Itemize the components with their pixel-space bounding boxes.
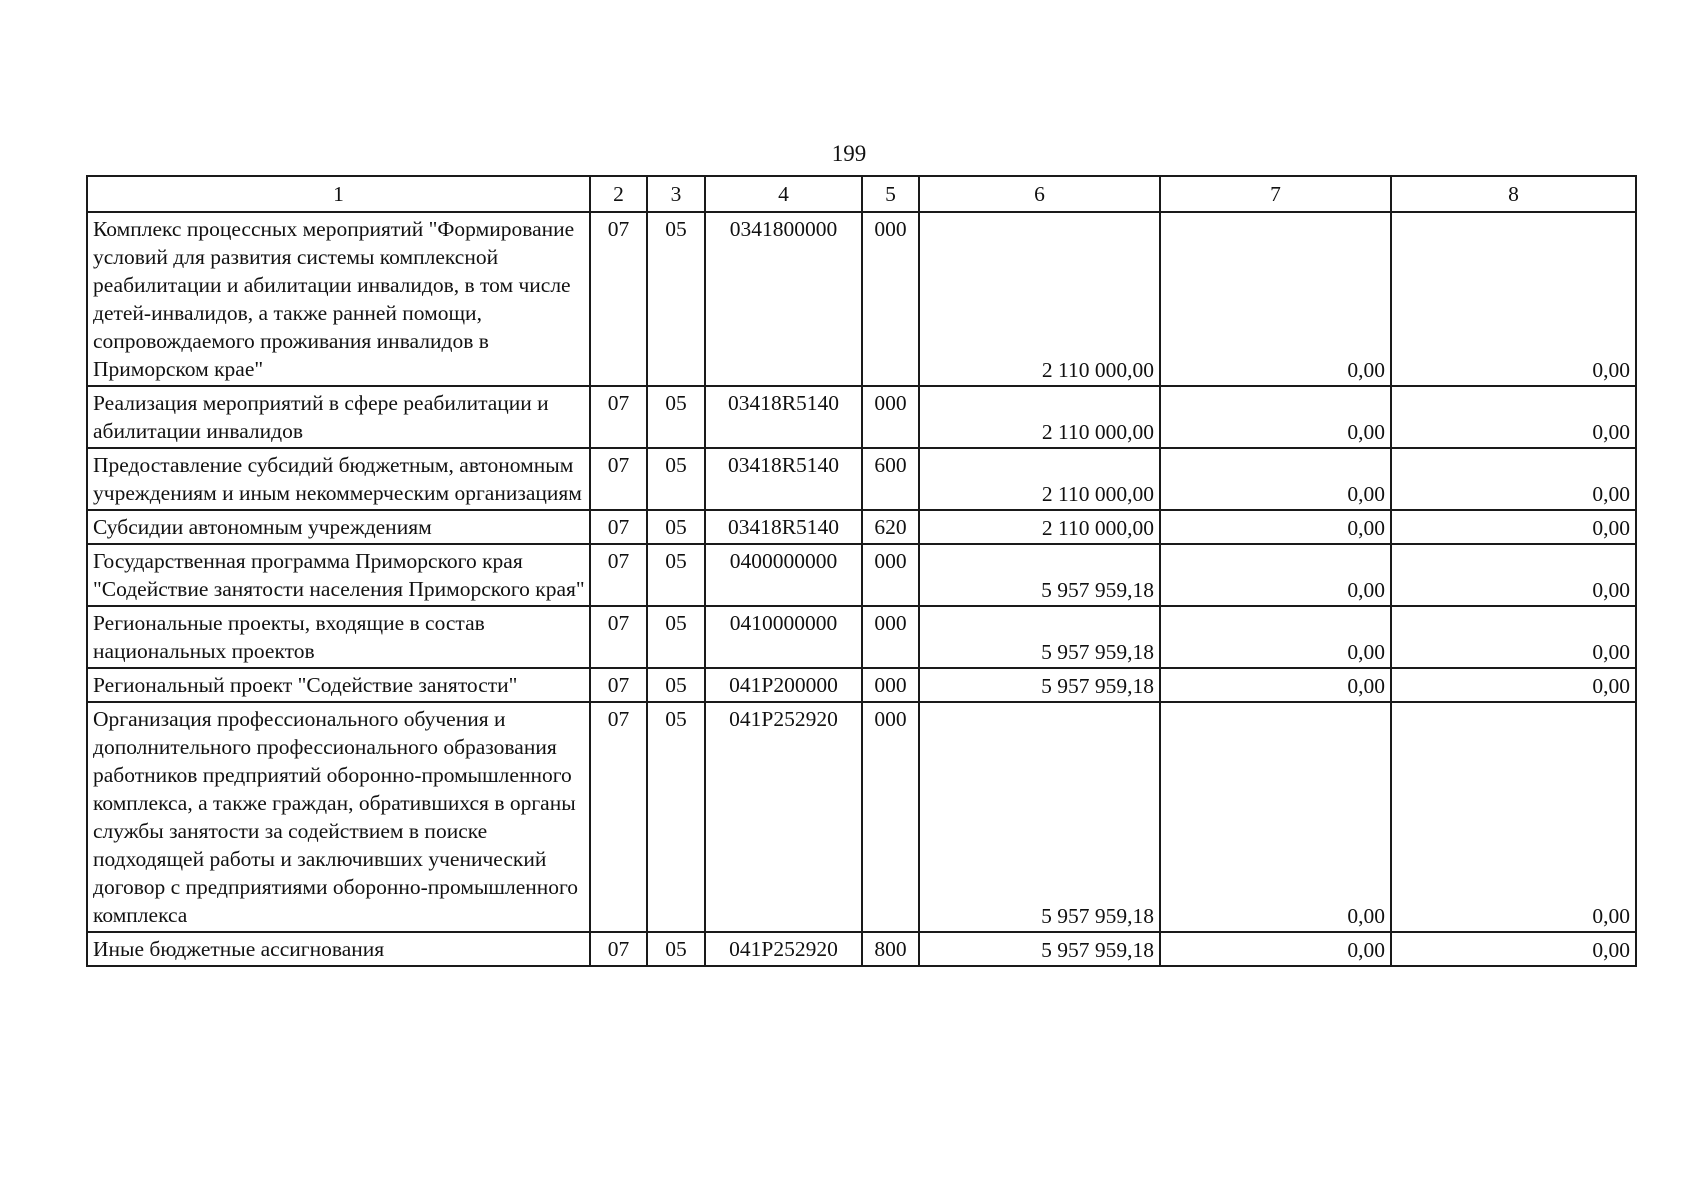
amount-cell: 0,00 <box>1160 932 1391 966</box>
amount-cell: 0,00 <box>1391 606 1636 668</box>
amount-cell: 2 110 000,00 <box>919 510 1160 544</box>
amount-cell: 0,00 <box>1391 668 1636 702</box>
page-number: 199 <box>831 141 867 166</box>
row-name-cell: Предоставление субсидий бюджетным, автономным учреждениям и иным некоммерческим организациям <box>87 448 590 510</box>
subsection-cell: 05 <box>647 668 705 702</box>
subsection-cell: 05 <box>647 544 705 606</box>
amount-cell: 0,00 <box>1160 386 1391 448</box>
section-cell: 07 <box>590 544 647 606</box>
amount-cell: 0,00 <box>1391 544 1636 606</box>
subsection-cell: 05 <box>647 510 705 544</box>
table-row <box>87 386 1636 448</box>
amount-cell: 0,00 <box>1160 212 1391 386</box>
amount-cell: 2 110 000,00 <box>919 212 1160 386</box>
amount-cell: 2 110 000,00 <box>919 448 1160 510</box>
target-code-cell: 041P200000 <box>705 668 862 702</box>
amount-cell: 0,00 <box>1391 932 1636 966</box>
subsection-cell: 05 <box>647 702 705 932</box>
column-header: 7 <box>1160 176 1391 212</box>
amount-cell: 0,00 <box>1160 544 1391 606</box>
target-code-cell: 03418R5140 <box>705 448 862 510</box>
expense-type-cell: 000 <box>862 668 919 702</box>
section-cell: 07 <box>590 606 647 668</box>
expense-type-cell: 620 <box>862 510 919 544</box>
table-row <box>87 448 1636 510</box>
row-name-cell: Комплекс процессных мероприятий "Формирование условий для развития системы комплексной реабилитации и абилитации инвалидов, в том числе детей-инвалидов, а также ранней помощи, сопровождаемого проживания инвалидов в Приморском крае" <box>87 212 590 386</box>
column-header: 3 <box>647 176 705 212</box>
subsection-cell: 05 <box>647 932 705 966</box>
row-name-cell: Региональный проект "Содействие занятости" <box>87 668 590 702</box>
budget-table <box>86 175 1637 967</box>
column-header: 4 <box>705 176 862 212</box>
target-code-cell: 03418R5140 <box>705 386 862 448</box>
table-row <box>87 702 1636 932</box>
subsection-cell: 05 <box>647 606 705 668</box>
column-header: 5 <box>862 176 919 212</box>
amount-cell: 0,00 <box>1160 668 1391 702</box>
section-cell: 07 <box>590 212 647 386</box>
target-code-cell: 03418R5140 <box>705 510 862 544</box>
amount-cell: 2 110 000,00 <box>919 386 1160 448</box>
table-row <box>87 668 1636 702</box>
column-header: 2 <box>590 176 647 212</box>
section-cell: 07 <box>590 448 647 510</box>
target-code-cell: 0341800000 <box>705 212 862 386</box>
column-header: 6 <box>919 176 1160 212</box>
expense-type-cell: 800 <box>862 932 919 966</box>
row-name-cell: Субсидии автономным учреждениям <box>87 510 590 544</box>
target-code-cell: 041P252920 <box>705 702 862 932</box>
target-code-cell: 0400000000 <box>705 544 862 606</box>
amount-cell: 5 957 959,18 <box>919 668 1160 702</box>
expense-type-cell: 000 <box>862 702 919 932</box>
expense-type-cell: 600 <box>862 448 919 510</box>
table-row <box>87 510 1636 544</box>
expense-type-cell: 000 <box>862 544 919 606</box>
amount-cell: 0,00 <box>1391 702 1636 932</box>
amount-cell: 5 957 959,18 <box>919 544 1160 606</box>
expense-type-cell: 000 <box>862 606 919 668</box>
amount-cell: 0,00 <box>1391 448 1636 510</box>
amount-cell: 0,00 <box>1160 510 1391 544</box>
amount-cell: 0,00 <box>1160 448 1391 510</box>
column-header: 1 <box>87 176 590 212</box>
column-header: 8 <box>1391 176 1636 212</box>
row-name-cell: Государственная программа Приморского края "Содействие занятости населения Приморского края" <box>87 544 590 606</box>
row-name-cell: Региональные проекты, входящие в состав национальных проектов <box>87 606 590 668</box>
target-code-cell: 0410000000 <box>705 606 862 668</box>
table-row <box>87 212 1636 386</box>
table-row <box>87 932 1636 966</box>
subsection-cell: 05 <box>647 448 705 510</box>
amount-cell: 0,00 <box>1391 386 1636 448</box>
table-row <box>87 606 1636 668</box>
section-cell: 07 <box>590 932 647 966</box>
amount-cell: 0,00 <box>1391 510 1636 544</box>
subsection-cell: 05 <box>647 212 705 386</box>
amount-cell: 5 957 959,18 <box>919 932 1160 966</box>
subsection-cell: 05 <box>647 386 705 448</box>
amount-cell: 0,00 <box>1391 212 1636 386</box>
amount-cell: 0,00 <box>1160 702 1391 932</box>
table-row <box>87 544 1636 606</box>
amount-cell: 5 957 959,18 <box>919 606 1160 668</box>
row-name-cell: Организация профессионального обучения и дополнительного профессионального образования работников предприятий оборонно-промышленного комплекса, а также граждан, обратившихся в органы службы занятости за содействием в поиске подходящей работы и заключивших ученический договор с предприятиями оборонно-промышленного комплекса <box>87 702 590 932</box>
target-code-cell: 041P252920 <box>705 932 862 966</box>
row-name-cell: Реализация мероприятий в сфере реабилитации и абилитации инвалидов <box>87 386 590 448</box>
table-header-row <box>87 176 1636 212</box>
section-cell: 07 <box>590 702 647 932</box>
section-cell: 07 <box>590 510 647 544</box>
expense-type-cell: 000 <box>862 212 919 386</box>
section-cell: 07 <box>590 386 647 448</box>
amount-cell: 0,00 <box>1160 606 1391 668</box>
amount-cell: 5 957 959,18 <box>919 702 1160 932</box>
row-name-cell: Иные бюджетные ассигнования <box>87 932 590 966</box>
expense-type-cell: 000 <box>862 386 919 448</box>
section-cell: 07 <box>590 668 647 702</box>
